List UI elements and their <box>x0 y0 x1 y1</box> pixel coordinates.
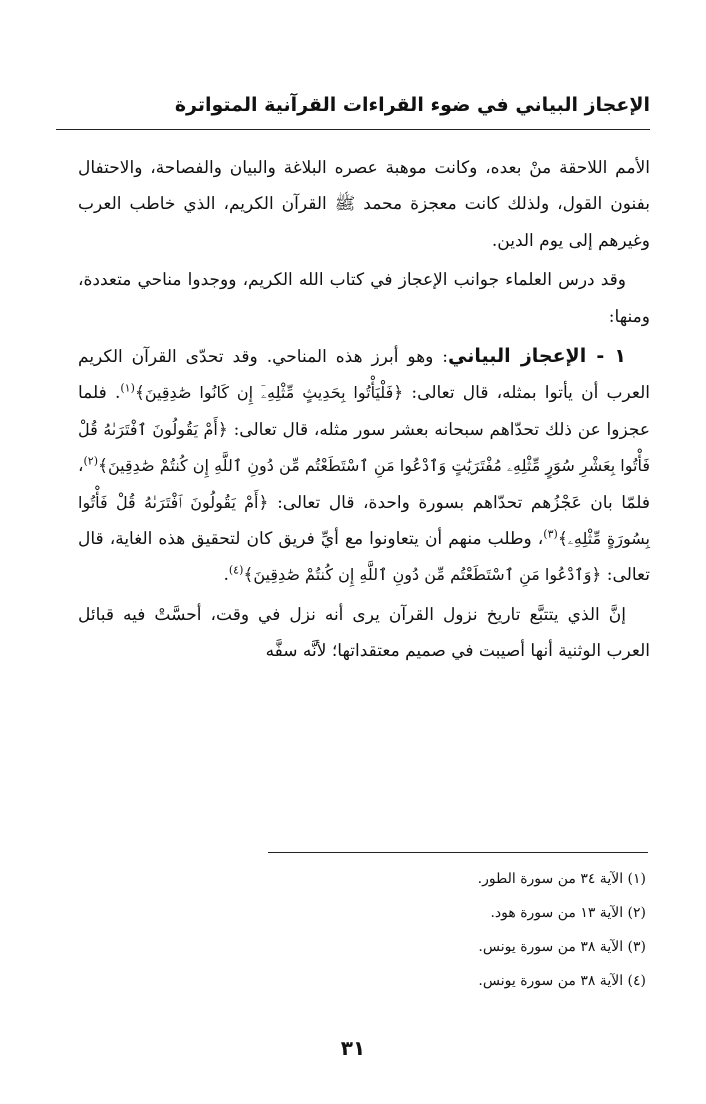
footnote-ref-1[interactable]: (١) <box>120 381 135 395</box>
quran-verse-4: وَٱدْعُوا مَنِ ٱسْتَطَعْتُم مِّن دُونِ ٱللَّهِ إِن كُنتُمْ صَٰدِقِينَ <box>253 565 592 585</box>
paragraph-3-part-c: ، فلمّا بان عَجْزُهم تحدّاهم بسورة واحدة، قال تعالى: <box>78 456 651 513</box>
paragraph-4 <box>78 597 650 670</box>
section-term: ١ - الإعجاز البياني <box>448 345 626 368</box>
ornate-bracket-close-icon: ﴾ <box>557 529 568 550</box>
paragraph-4-text: إنَّ الذي يتتبَّع تاريخ نزول القرآن يرى أنه نزل في وقت، أحسَّتْ فيه قبائل العرب الوثنية أنها أصيبت في صميم معتقداتها؛ لأنَّه سفَّه <box>78 604 650 662</box>
running-head: الإعجاز البياني في ضوء القراءات القرآنية المتواترة <box>174 94 650 116</box>
paragraph-3-intro: : وهو أبرز هذه المناحي. وقد تحدّى القرآن الكريم العرب أن يأتوا بمثله، قال تعالى: <box>78 347 651 404</box>
footnote-ref-2[interactable]: (٢) <box>83 454 99 468</box>
footnote-item: (٤) الآية ٣٨ من سورة يونس. <box>478 973 646 989</box>
paragraph-3: ١ - الإعجاز البياني: وهو أبرز هذه المناحي. وقد تحدّى القرآن الكريم العرب أن يأتوا بمثله، قال تعالى: ﴿فَلْيَأْتُوا بِحَدِيثٍ مِّثْلِهِۦٓ إِن كَانُوا صَٰدِقِينَ﴾$^{(١)}$. فلما عجزوا عن ذلك تحدّاهم سبحانه بعشر سور مثله، قال تعالى: ﴿أَمْ يَقُولُونَ ٱفْتَرَىٰهُ قُلْ فَأْتُوا بِعَشْرِ سُوَرٍ مِّثْلِهِۦ مُفْتَرَيَٰتٍ وَٱدْعُوا مَنِ ٱسْتَطَعْتُم مِّن دُونِ ٱللَّهِ إِن كُنتُمْ صَٰدِقِينَ﴾$^{(٢)}$، فلمّا بان عَجْزُهم تحدّاهم بسورة واحدة، قال تعالى: ﴿أَمْ يَقُولُونَ ٱفْتَرَىٰهُ قُلْ فَأْتُوا بِسُورَةٍ مِّثْلِهِۦ﴾$^{(٣)}$، وطلب منهم أن يتعاونوا مع أيِّ فريق كان لتحقيق هذه الغاية، قال تعالى: ﴿وَٱدْعُوا مَنِ ٱسْتَطَعْتُم مِّن دُونِ ٱللَّهِ إِن كُنتُمْ صَٰدِقِينَ﴾$^{(٤)}$. <box>78 345 651 586</box>
ornate-bracket-open-icon: ﴿ <box>393 383 404 404</box>
quran-verse-3: أَمْ يَقُولُونَ ٱفْتَرَىٰهُ قُلْ فَأْتُوا بِسُورَةٍ مِّثْلِهِۦ <box>78 492 650 549</box>
paragraph-2-text: وقد درس العلماء جوانب الإعجاز في كتاب الله الكريم، ووجدوا مناحي متعددة، ومنها: <box>78 270 650 327</box>
footnote-item: (١) الآية ٣٤ من سورة الطور. <box>477 871 646 887</box>
body-text <box>78 150 650 670</box>
paragraph-3-part-d: ، وطلب منهم أن يتعاونوا مع أيِّ فريق كان لتحقيق هذه الغاية، قال تعالى: <box>78 529 650 586</box>
paragraph-1: الأمم اللاحقة منْ بعده، وكانت موهبة عصره البلاغة والبيان والفصاحة، والاحتفال بفنون القول، ولذلك كانت معجزة محمد ﷺ القرآن الكريم، الذي خاطب العرب وغيرهم إلى يوم الدين. <box>78 158 650 251</box>
footnote-rule <box>268 852 648 853</box>
ornate-bracket-close-icon: ﴾ <box>98 456 108 477</box>
ornate-bracket-open-icon: ﴿ <box>217 419 228 440</box>
ornate-bracket-close-icon: ﴾ <box>243 565 254 586</box>
paragraph-3-part-b: فلما عجزوا عن ذلك تحدّاهم سبحانه بعشر سور مثله، قال تعالى: <box>78 383 650 440</box>
footnote-ref-4[interactable]: (٤) <box>228 563 244 577</box>
ornate-bracket-open-icon: ﴿ <box>258 492 269 513</box>
footnote-ref-3[interactable]: (٣) <box>543 527 558 541</box>
ornate-bracket-close-icon: ﴾ <box>134 383 145 404</box>
footnote-item: (٢) الآية ١٣ من سورة هود. <box>490 905 646 921</box>
footnote-item: (٣) الآية ٣٨ من سورة يونس. <box>478 939 646 955</box>
paragraph-2 <box>78 262 650 335</box>
header-rule <box>56 129 650 130</box>
ornate-bracket-open-icon: ﴿ <box>591 565 602 586</box>
page-number: ٣١ <box>340 1036 366 1060</box>
quran-verse-1: فَلْيَأْتُوا بِحَدِيثٍ مِّثْلِهِۦٓ إِن كَانُوا صَٰدِقِينَ <box>144 383 394 403</box>
footnotes <box>478 862 646 998</box>
quran-verse-2: أَمْ يَقُولُونَ ٱفْتَرَىٰهُ قُلْ فَأْتُوا بِعَشْرِ سُوَرٍ مِّثْلِهِۦ مُفْتَرَيَٰتٍ وَٱدْعُوا مَنِ ٱسْتَطَعْتُم مِّن دُونِ ٱللَّهِ إِن كُنتُمْ صَٰدِقِينَ <box>78 419 650 476</box>
